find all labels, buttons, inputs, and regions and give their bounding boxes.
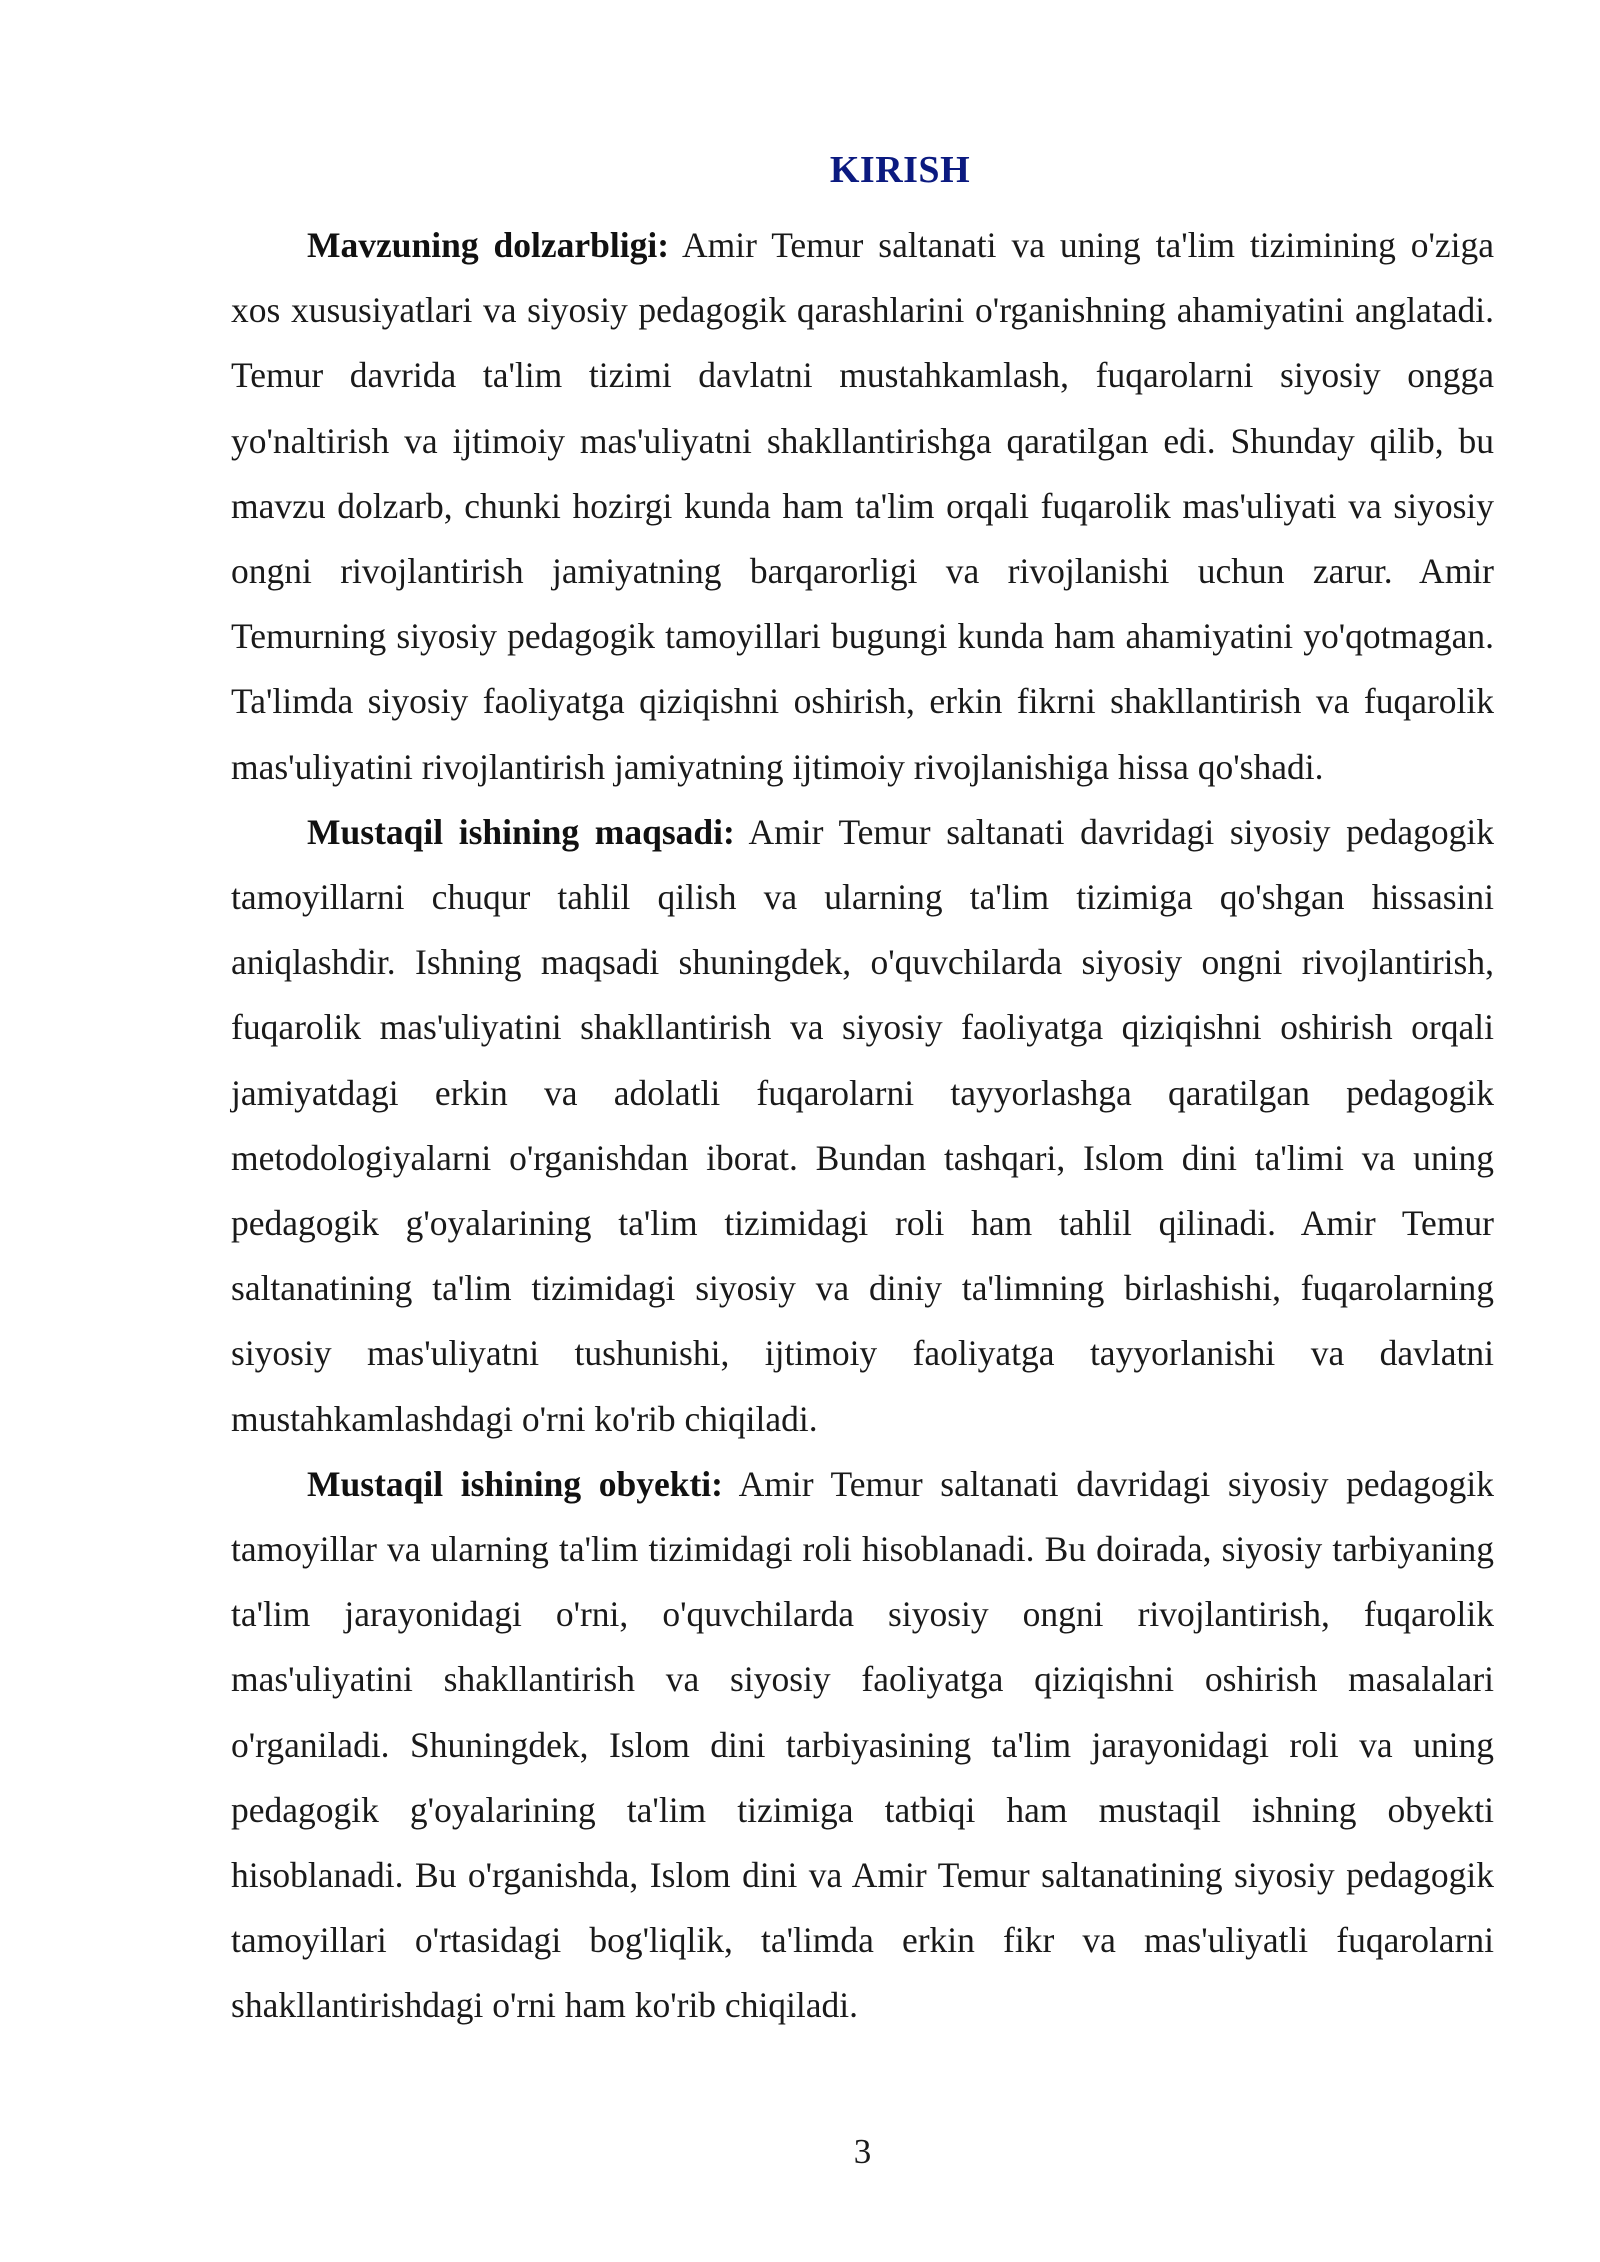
- document-body: [231, 213, 1494, 2039]
- paragraph-text: Amir Temur saltanati va uning ta'lim tizimining o'ziga xos xususiyatlari va siyosiy pedagogik qarashlarini o'rganishning ahamiyatini anglatadi. Temur davrida ta'lim tizimi davlatni mustahkamlash, fuqarolarni siyosiy ongga yo'naltirish va ijtimoiy mas'uliyatni shakllantirishga qaratilgan edi. Shunday qilib, bu mavzu dolzarb, chunki hozirgi kunda ham ta'lim orqali fuqarolik mas'uliyati va siyosiy ongni rivojlantirish jamiyatning barqarorligi va rivojlanishi uchun zarur. Amir Temurning siyosiy pedagogik tamoyillari bugungi kunda ham ahamiyatini yo'qotmagan. Ta'limda siyosiy faoliyatga qiziqishni oshirish, erkin fikrni shakllantirish va fuqarolik mas'uliyatini rivojlantirish jamiyatning ijtimoiy rivojlanishiga hissa qo'shadi.: [231, 225, 1494, 787]
- paragraph-relevance: [231, 213, 1494, 800]
- paragraph-text: Amir Temur saltanati davridagi siyosiy pedagogik tamoyillar va ularning ta'lim tizimidagi roli hisoblanadi. Bu doirada, siyosiy tarbiyaning ta'lim jarayonidagi o'rni, o'quvchilarda siyosiy ongni rivojlantirish, fuqarolik mas'uliyatini shakllantirish va siyosiy faoliyatga qiziqishni oshirish masalalari o'rganiladi. Shuningdek, Islom dini tarbiyasining ta'lim jarayonidagi roli va uning pedagogik g'oyalarining ta'lim tizimiga tatbiqi ham mustaqil ishning obyekti hisoblanadi. Bu o'rganishda, Islom dini va Amir Temur saltanatining siyosiy pedagogik tamoyillari o'rtasidagi bog'liqlik, ta'limda erkin fikr va mas'uliyatli fuqarolarni shakllantirishdagi o'rni ham ko'rib chiqiladi.: [231, 1463, 1494, 2026]
- paragraph-lead: Mavzuning dolzarbligi:: [307, 225, 670, 265]
- page-number: 3: [853, 2132, 872, 2171]
- paragraph-object: [231, 1452, 1494, 2039]
- paragraph-lead: Mustaqil ishining maqsadi:: [307, 811, 735, 852]
- paragraph-lead: Mustaqil ishining obyekti:: [307, 1463, 723, 1504]
- section-heading: KIRISH: [829, 149, 971, 191]
- paragraph-goal: [231, 800, 1494, 1452]
- paragraph-text: Amir Temur saltanati davridagi siyosiy pedagogik tamoyillarni chuqur tahlil qilish va ularning ta'lim tizimiga qo'shgan hissasini aniqlashdir. Ishning maqsadi shuningdek, o'quvchilarda siyosiy ongni rivojlantirish, fuqarolik mas'uliyatini shakllantirish va siyosiy faoliyatga qiziqishni oshirish orqali jamiyatdagi erkin va adolatli fuqarolarni tayyorlashga qaratilgan pedagogik metodologiyalarni o'rganishdan iborat. Bundan tashqari, Islom dini ta'limi va uning pedagogik g'oyalarining ta'lim tizimidagi roli ham tahlil qilinadi. Amir Temur saltanatining ta'lim tizimidagi siyosiy va diniy ta'limning birlashishi, fuqarolarning siyosiy mas'uliyatni tushunishi, ijtimoiy faoliyatga tayyorlanishi va davlatni mustahkamlashdagi o'rni ko'rib chiqiladi.: [231, 811, 1494, 1439]
